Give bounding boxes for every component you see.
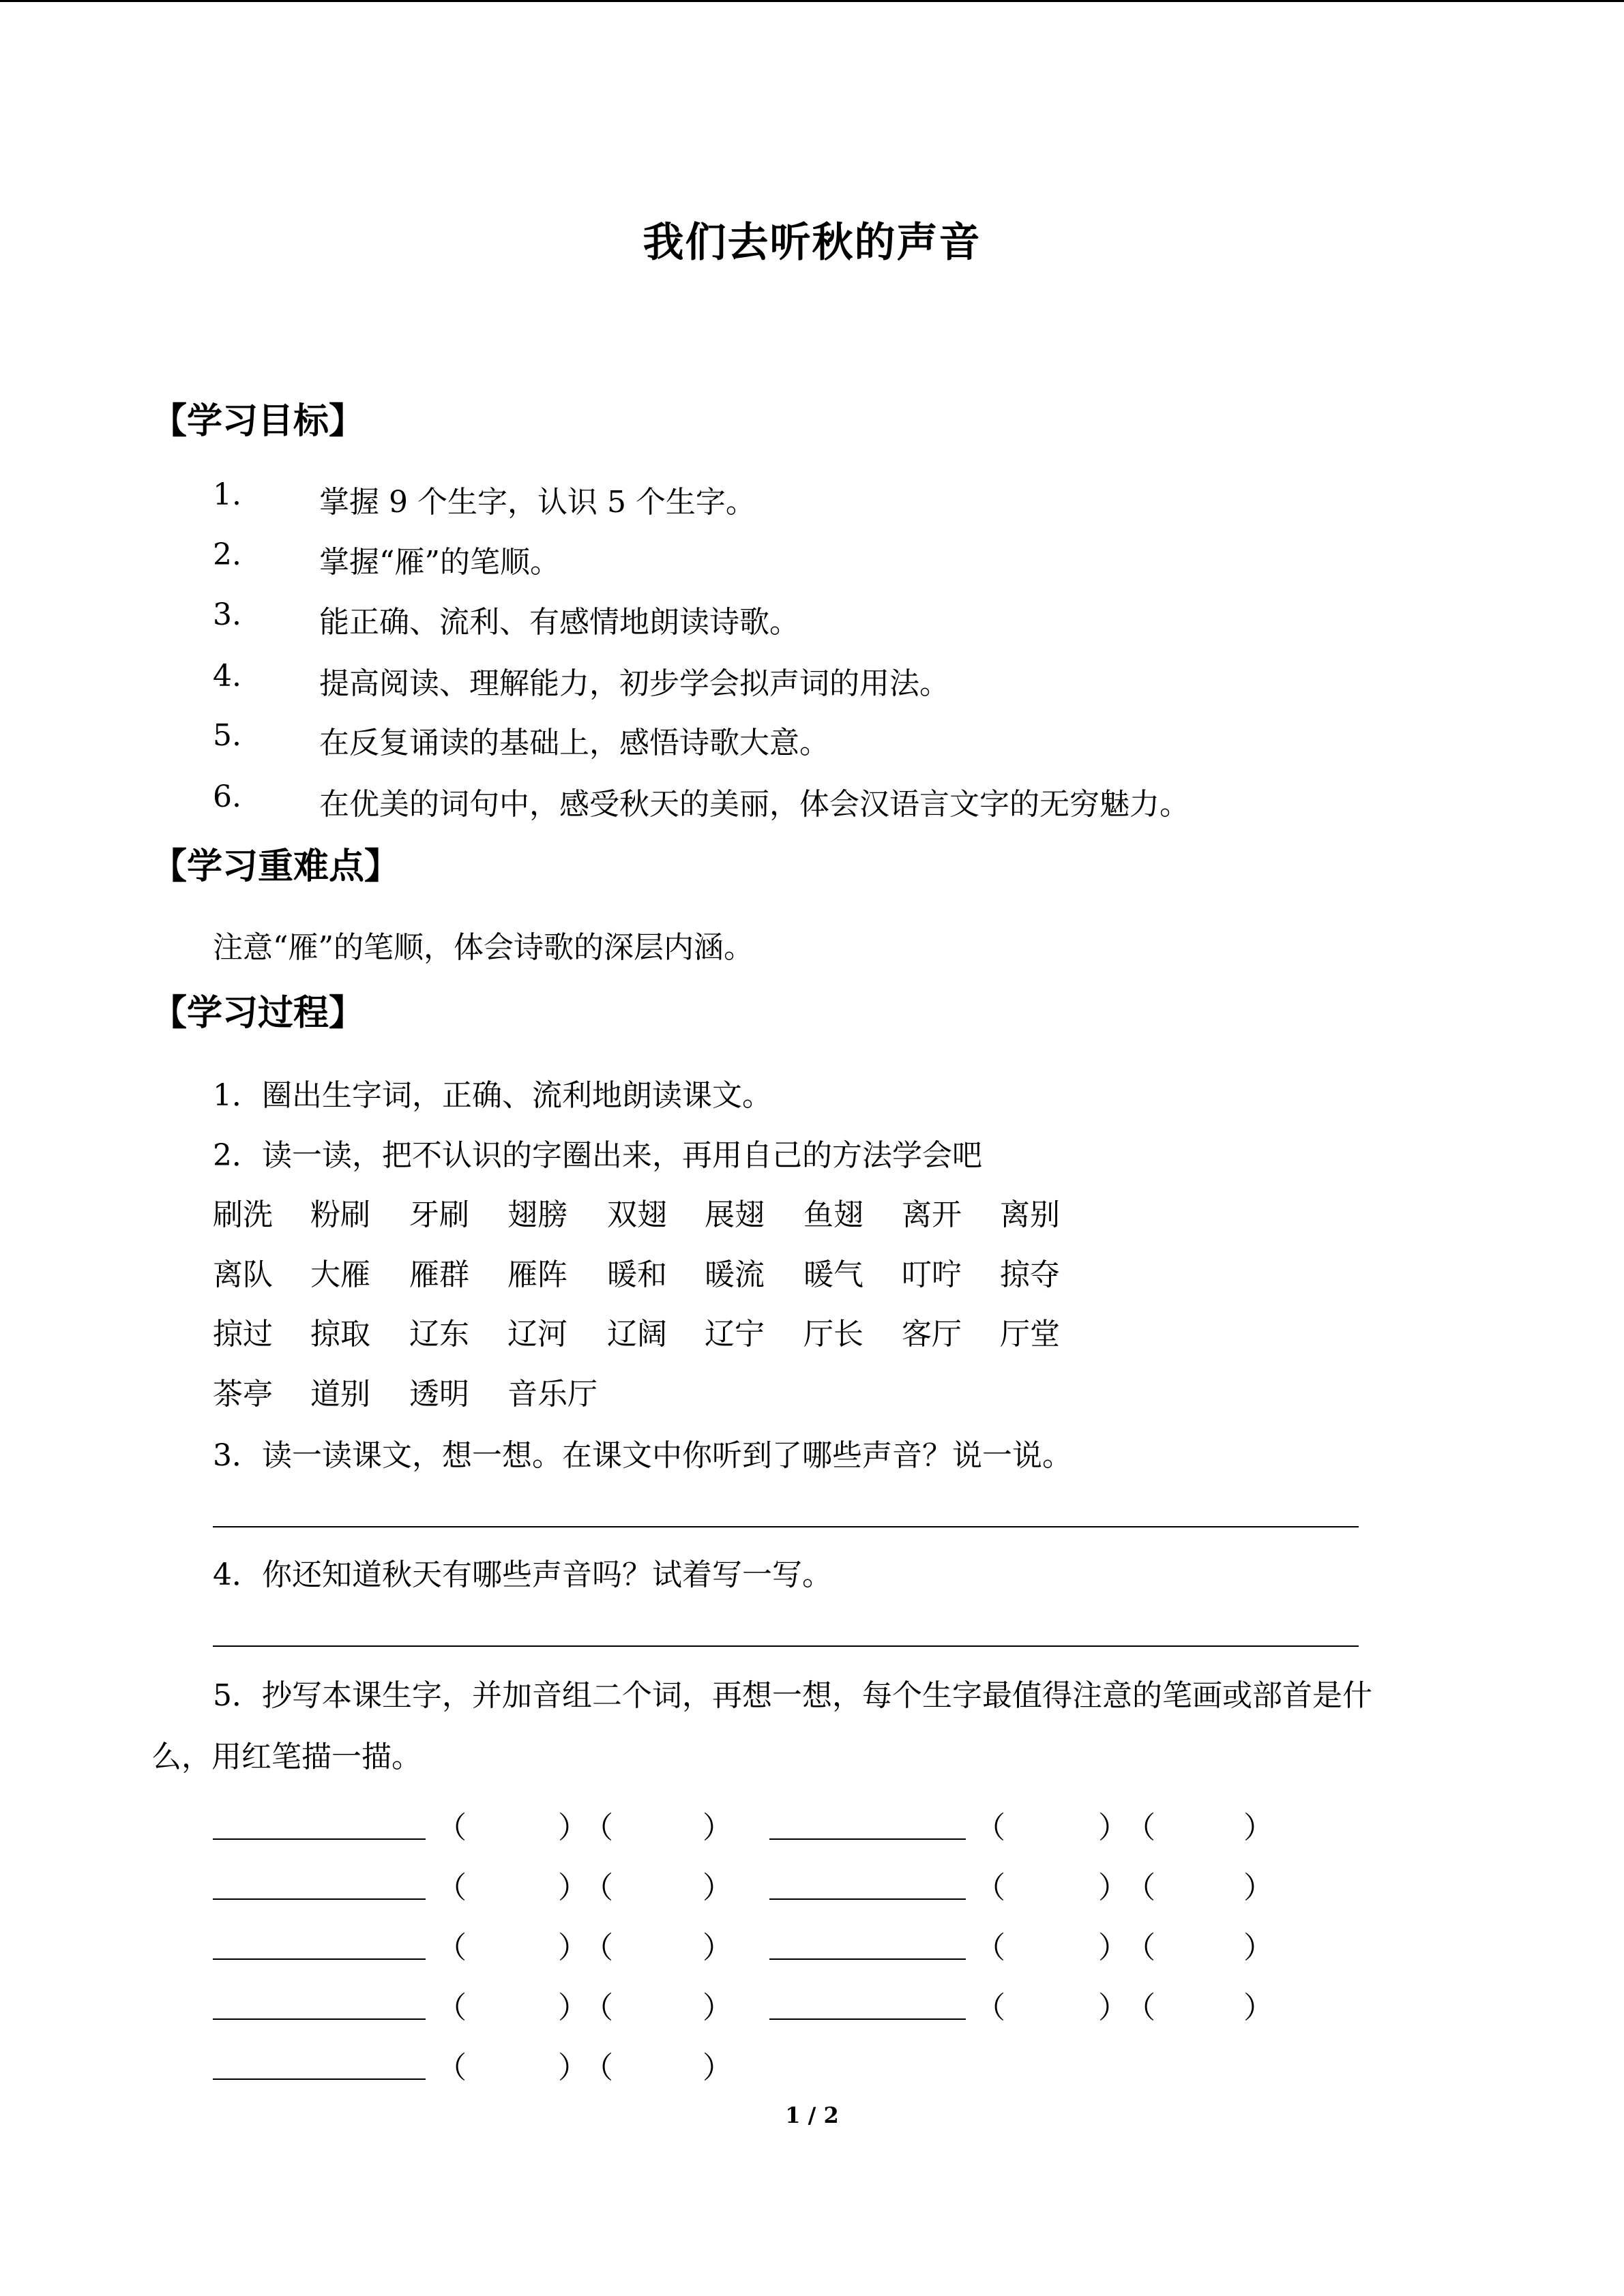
- vocabulary-word: 离队: [213, 1257, 273, 1292]
- paren-close: ）: [558, 1810, 588, 1845]
- objective-text: 在优美的词句中，感受秋天的美丽，体会汉语言文字的无穷魅力。: [319, 787, 1190, 822]
- page-title: 我们去听秋的声音: [643, 219, 981, 267]
- answer-line-3[interactable]: [213, 1526, 1359, 1527]
- paren-close: ）: [558, 2051, 588, 2085]
- objective-number: 6.: [213, 779, 241, 814]
- objective-number: 3.: [213, 597, 241, 632]
- objective-text: 提高阅读、理解能力，初步学会拟声词的用法。: [319, 666, 949, 701]
- copy-blank-line[interactable]: [769, 1838, 966, 1840]
- page-number: 1 / 2: [785, 2102, 839, 2128]
- paren-close: ）: [1243, 1870, 1273, 1905]
- vocabulary-word: 辽东: [409, 1317, 469, 1352]
- paren-open: （: [583, 1930, 613, 1965]
- vocabulary-word: 音乐厅: [507, 1377, 597, 1412]
- keypoints-text: 注意“雁”的笔顺，体会诗歌的深层内涵。: [213, 930, 754, 965]
- step-1: 1．圈出生字词，正确、流利地朗读课文。: [213, 1078, 772, 1113]
- paren-open: （: [583, 1991, 613, 2025]
- copy-blank-line[interactable]: [213, 1838, 426, 1840]
- paren-open: （: [437, 1810, 467, 1845]
- vocabulary-word: 掠取: [310, 1317, 370, 1352]
- vocabulary-word: 双翅: [607, 1197, 667, 1232]
- paren-open: （: [583, 1810, 613, 1845]
- paren-close: ）: [1243, 1930, 1273, 1965]
- paren-open: （: [975, 1991, 1005, 2025]
- paren-close: ）: [558, 1870, 588, 1905]
- copy-blank-line[interactable]: [213, 1898, 426, 1900]
- vocabulary-word: 透明: [409, 1377, 469, 1412]
- copy-blank-line[interactable]: [769, 2018, 966, 2020]
- vocabulary-word: 茶亭: [213, 1377, 273, 1412]
- paren-close: ）: [1098, 1930, 1128, 1965]
- paren-open: （: [1125, 1810, 1155, 1845]
- vocabulary-word: 掠夺: [1000, 1257, 1060, 1292]
- paren-close: ）: [703, 1930, 733, 1965]
- paren-open: （: [975, 1930, 1005, 1965]
- copy-blank-line[interactable]: [769, 1898, 966, 1900]
- paren-open: （: [437, 1870, 467, 1905]
- objective-text: 掌握“雁”的笔顺。: [319, 545, 560, 580]
- vocabulary-word: 掠过: [213, 1317, 273, 1352]
- objectives-heading: 【学习目标】: [151, 400, 365, 442]
- vocabulary-word: 鱼翅: [803, 1197, 863, 1232]
- vocabulary-word: 翅膀: [507, 1197, 567, 1232]
- step-5-line-1: 5．抄写本课生字，并加音组二个词，再想一想，每个生字最值得注意的笔画或部首是什: [213, 1678, 1372, 1713]
- answer-line-4[interactable]: [213, 1645, 1359, 1647]
- paren-open: （: [437, 1991, 467, 2025]
- copy-blank-line[interactable]: [213, 2018, 426, 2020]
- paren-open: （: [1125, 1870, 1155, 1905]
- paren-close: ）: [558, 1991, 588, 2025]
- objective-number: 1.: [213, 477, 241, 512]
- paren-close: ）: [1098, 1810, 1128, 1845]
- vocabulary-word: 粉刷: [310, 1197, 370, 1232]
- vocabulary-word: 叮咛: [902, 1257, 962, 1292]
- vocabulary-word: 辽河: [507, 1317, 567, 1352]
- copy-blank-line[interactable]: [769, 1958, 966, 1960]
- paren-open: （: [1125, 1930, 1155, 1965]
- vocabulary-word: 离别: [1000, 1197, 1060, 1232]
- paren-close: ）: [1243, 1991, 1273, 2025]
- vocabulary-word: 展翅: [705, 1197, 765, 1232]
- paren-open: （: [437, 1930, 467, 1965]
- paren-close: ）: [1098, 1991, 1128, 2025]
- objective-number: 5.: [213, 718, 241, 753]
- keypoints-heading: 【学习重难点】: [151, 846, 400, 887]
- vocabulary-word: 大雁: [310, 1257, 370, 1292]
- vocabulary-word: 客厅: [902, 1317, 962, 1352]
- copy-blank-line[interactable]: [213, 1958, 426, 1960]
- copy-blank-line[interactable]: [213, 2078, 426, 2080]
- vocabulary-word: 暖气: [803, 1257, 863, 1292]
- paren-close: ）: [703, 1810, 733, 1845]
- vocabulary-word: 暖流: [705, 1257, 765, 1292]
- page-top-border: [0, 0, 1624, 2]
- paren-open: （: [583, 2051, 613, 2085]
- vocabulary-word: 牙刷: [409, 1197, 469, 1232]
- vocabulary-word: 刷洗: [213, 1197, 273, 1232]
- objective-text: 在反复诵读的基础上，感悟诗歌大意。: [319, 726, 829, 760]
- paren-close: ）: [703, 2051, 733, 2085]
- objective-number: 2.: [213, 537, 241, 572]
- vocabulary-word: 辽阔: [607, 1317, 667, 1352]
- vocabulary-word: 雁阵: [507, 1257, 567, 1292]
- step-2: 2．读一读，把不认识的字圈出来，再用自己的方法学会吧: [213, 1138, 982, 1173]
- paren-close: ）: [1098, 1870, 1128, 1905]
- paren-close: ）: [1243, 1810, 1273, 1845]
- process-heading: 【学习过程】: [151, 992, 365, 1034]
- paren-close: ）: [558, 1930, 588, 1965]
- paren-open: （: [437, 2051, 467, 2085]
- paren-open: （: [583, 1870, 613, 1905]
- vocabulary-word: 厅堂: [1000, 1317, 1060, 1352]
- vocabulary-word: 厅长: [803, 1317, 863, 1352]
- vocabulary-word: 辽宁: [705, 1317, 765, 1352]
- paren-open: （: [975, 1870, 1005, 1905]
- vocabulary-word: 雁群: [409, 1257, 469, 1292]
- objective-number: 4.: [213, 659, 241, 694]
- step-3: 3．读一读课文，想一想。在课文中你听到了哪些声音？说一说。: [213, 1438, 1072, 1473]
- objective-text: 掌握 9 个生字，认识 5 个生字。: [319, 485, 756, 520]
- vocabulary-word: 离开: [902, 1197, 962, 1232]
- step-5-line-2: 么，用红笔描一描。: [151, 1740, 422, 1774]
- objective-text: 能正确、流利、有感情地朗读诗歌。: [319, 605, 799, 640]
- paren-open: （: [1125, 1991, 1155, 2025]
- paren-open: （: [975, 1810, 1005, 1845]
- paren-close: ）: [703, 1991, 733, 2025]
- step-4: 4．你还知道秋天有哪些声音吗？试着写一写。: [213, 1557, 832, 1592]
- vocabulary-word: 暖和: [607, 1257, 667, 1292]
- vocabulary-word: 道别: [310, 1377, 370, 1412]
- paren-close: ）: [703, 1870, 733, 1905]
